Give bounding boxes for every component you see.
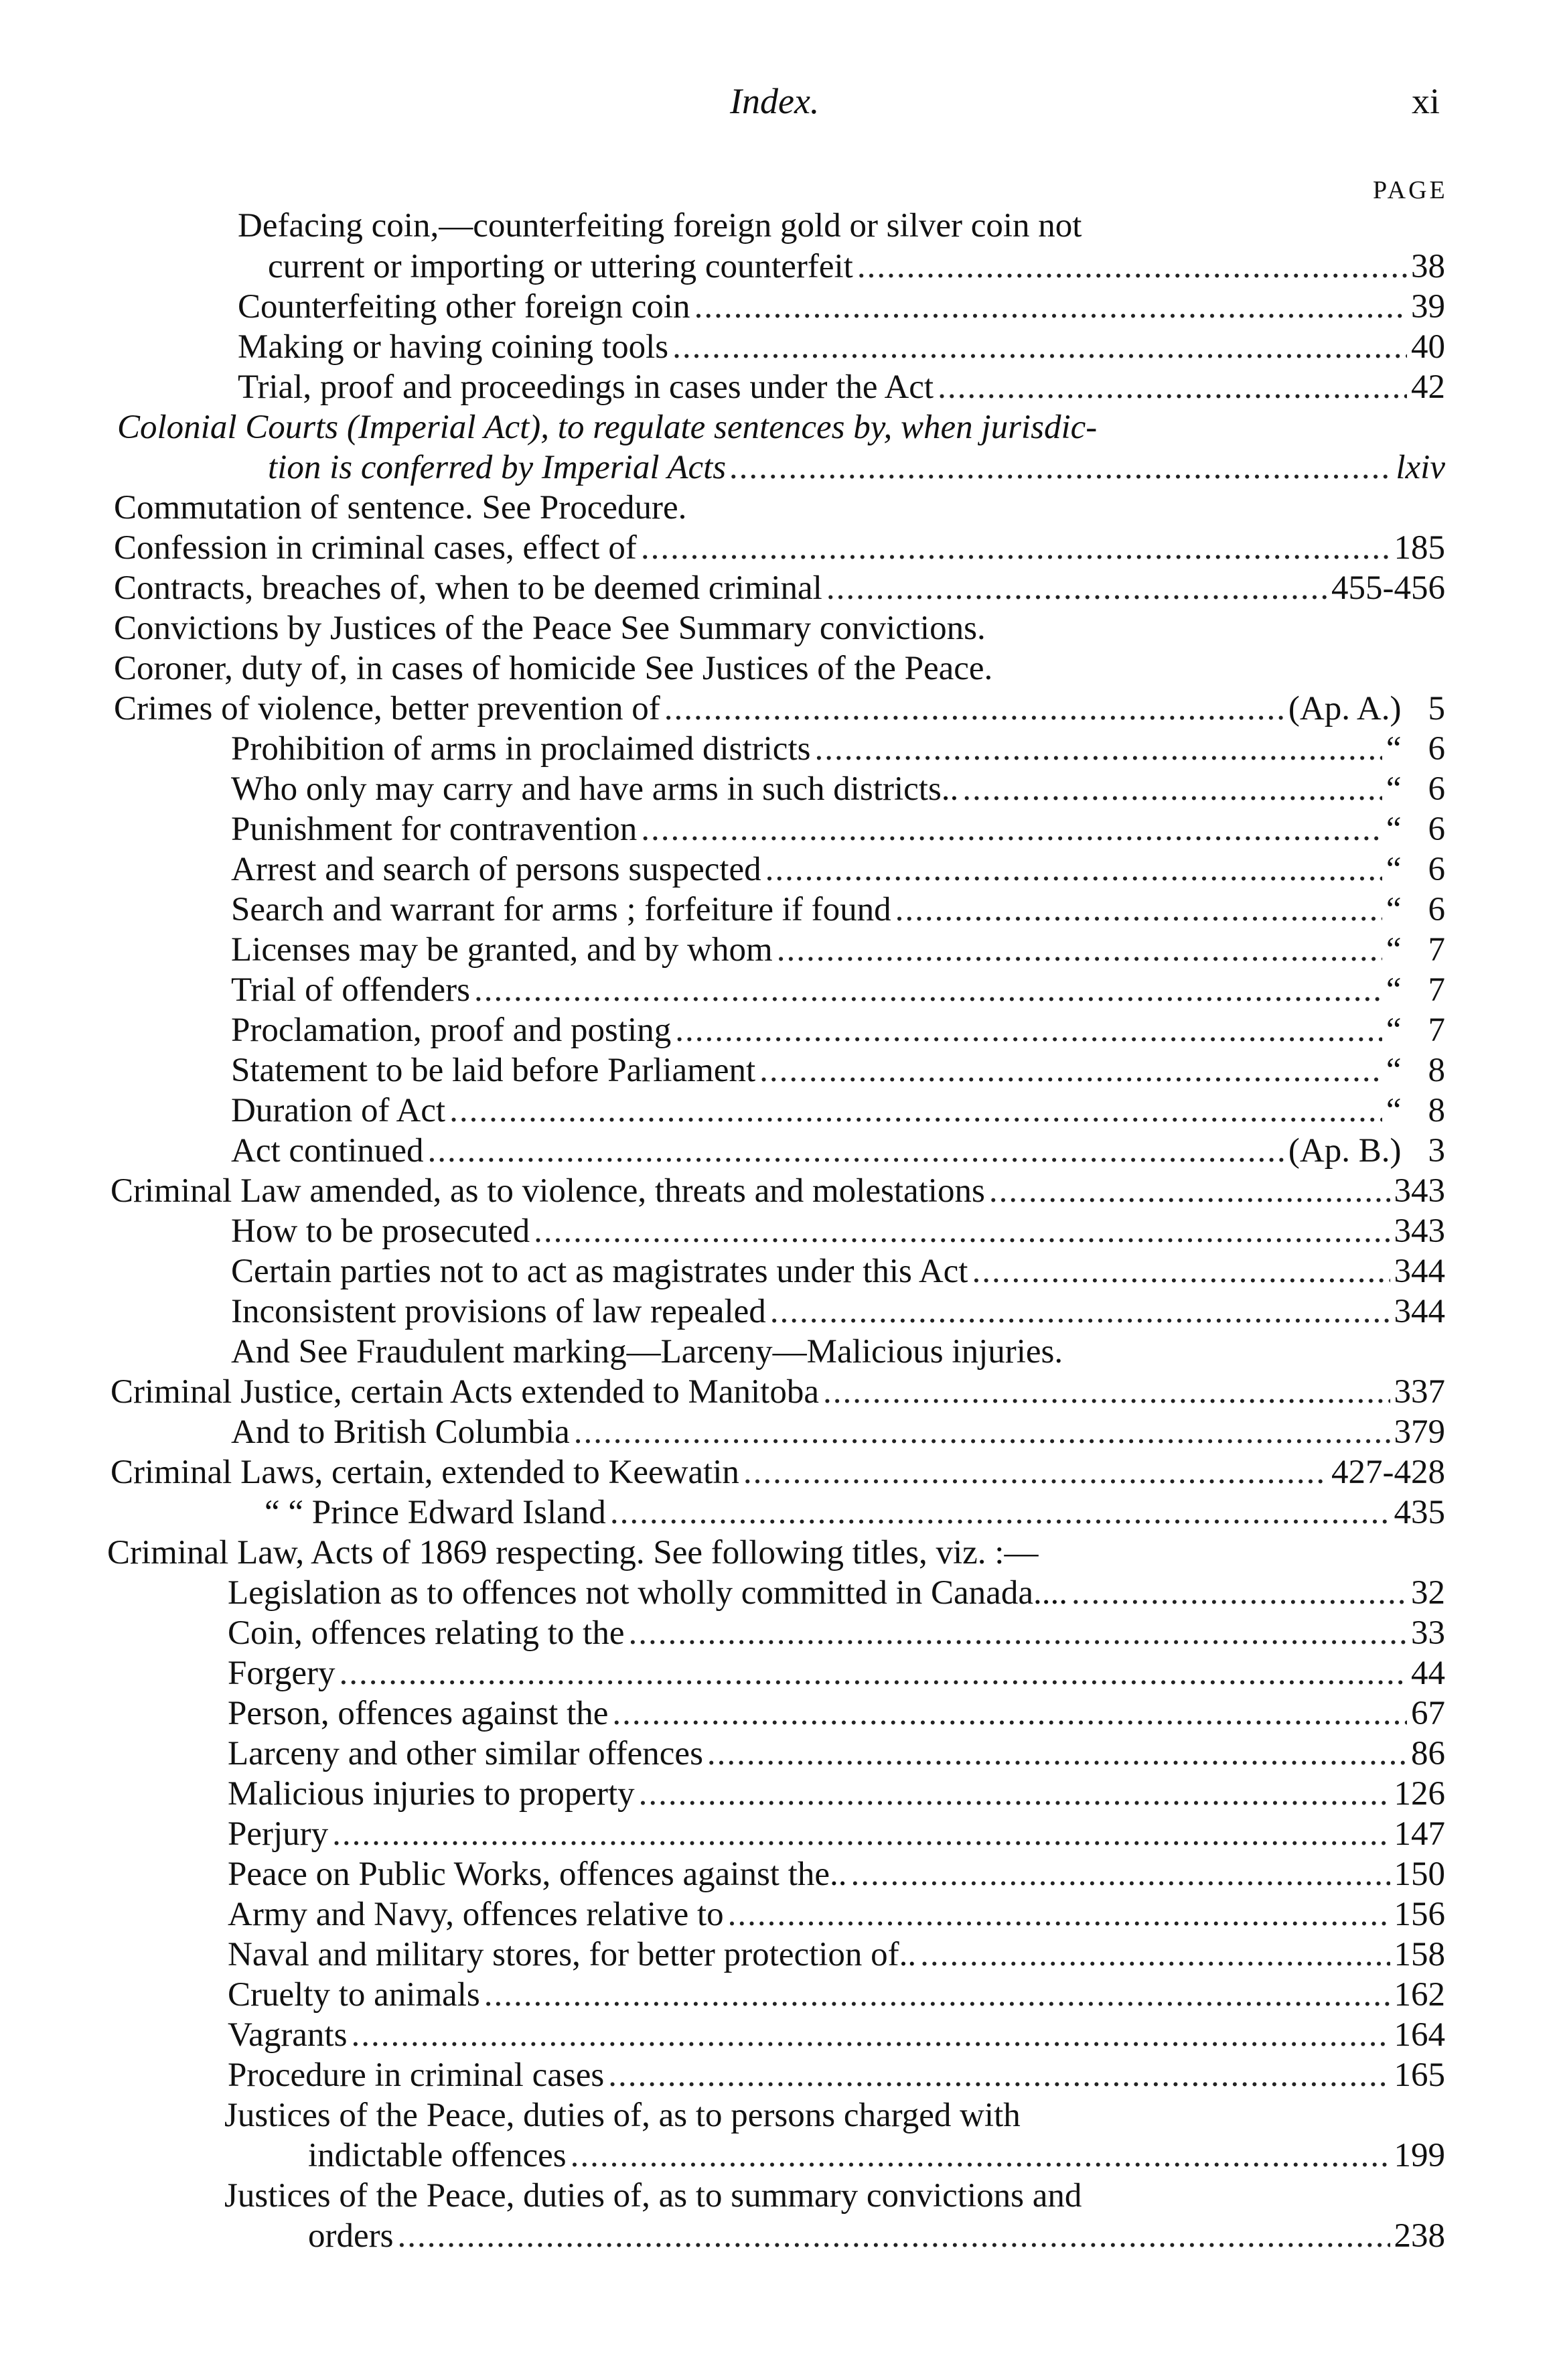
- entry-reference: “: [1386, 770, 1402, 808]
- entry-page-number: 67: [1411, 1695, 1445, 1732]
- entry-text: Justices of the Peace, duties of, as to persons charged with: [224, 2097, 1021, 2134]
- index-entry: [228, 1815, 1445, 1853]
- entry-page-number: 199: [1394, 2137, 1445, 2174]
- entry-text: Coroner, duty of, in cases of homicide See Justices of the Peace.: [114, 650, 993, 687]
- dot-leader: [449, 1091, 1382, 1130]
- entry-page-number: 147: [1394, 1815, 1445, 1853]
- dot-leader: [694, 287, 1407, 326]
- index-entry: [238, 368, 1445, 407]
- dot-leader: [770, 1292, 1390, 1331]
- entry-text: Criminal Laws, certain, extended to Keewatin: [110, 1454, 739, 1491]
- entry-page-number: 7: [1428, 971, 1445, 1009]
- index-entry: [228, 1895, 1445, 1934]
- index-entry: [268, 448, 1445, 487]
- index-entry: [308, 2217, 1445, 2255]
- entry-page-number: 6: [1428, 851, 1445, 888]
- index-entry: [228, 1573, 1445, 1612]
- entry-text: Act continued: [231, 1132, 424, 1170]
- entry-text: Search and warrant for arms ; forfeiture if found: [231, 891, 891, 928]
- entry-text: And See Fraudulent marking—Larceny—Malicious injuries.: [231, 1333, 1063, 1371]
- entry-page-number: 337: [1394, 1373, 1445, 1411]
- entry-text: current or importing or uttering counterfeit: [268, 248, 853, 285]
- entry-text: How to be prosecuted: [231, 1212, 530, 1250]
- index-entry: [228, 1975, 1445, 2014]
- dot-leader: [851, 1855, 1390, 1894]
- index-entry: [231, 810, 1445, 849]
- entry-reference: “: [1386, 891, 1402, 928]
- index-entry: [228, 1734, 1445, 1773]
- index-entry: [231, 1011, 1445, 1050]
- entry-page-number: 126: [1394, 1775, 1445, 1813]
- index-entry: [231, 971, 1445, 1009]
- index-entry: [114, 529, 1445, 567]
- entry-page-number: 162: [1394, 1976, 1445, 2014]
- index-entry: [114, 609, 986, 648]
- dot-leader: [962, 770, 1382, 809]
- entry-page-number: 86: [1411, 1735, 1445, 1772]
- entry-text: Making or having coining tools: [238, 328, 669, 366]
- dot-leader: [826, 569, 1327, 608]
- entry-text: Confession in criminal cases, effect of: [114, 529, 637, 567]
- entry-text: Criminal Justice, certain Acts extended to Manitoba: [110, 1373, 819, 1411]
- index-entry: [231, 770, 1445, 809]
- dot-leader: [474, 971, 1382, 1009]
- entry-page-number: 6: [1428, 730, 1445, 768]
- entry-text: Malicious injuries to property: [228, 1775, 635, 1813]
- entry-text: Legislation as to offences not wholly committed in Canada....: [228, 1574, 1067, 1612]
- dot-leader: [814, 729, 1382, 768]
- page-number: xi: [1412, 81, 1440, 121]
- dot-leader: [672, 328, 1407, 366]
- entry-page-number: 344: [1394, 1293, 1445, 1330]
- entry-page-number: 158: [1394, 1936, 1445, 1973]
- entry-text: Counterfeiting other foreign coin: [238, 288, 690, 326]
- index-entry: [228, 1935, 1445, 1974]
- entry-page-number: 7: [1428, 1011, 1445, 1049]
- index-entry: [231, 1252, 1445, 1291]
- entry-page-number: 165: [1394, 2056, 1445, 2094]
- index-entry: [224, 2176, 1082, 2215]
- index-entry: [117, 408, 1097, 447]
- dot-leader: [938, 368, 1407, 407]
- entry-reference: “: [1386, 1092, 1402, 1129]
- index-entry: [231, 930, 1445, 969]
- dot-leader: [628, 1614, 1407, 1653]
- entry-page-number: 40: [1411, 328, 1445, 366]
- dot-leader: [641, 810, 1382, 849]
- entry-page-number: 6: [1428, 811, 1445, 848]
- index-entry: [224, 2096, 1021, 2135]
- entry-text: Colonial Courts (Imperial Act), to regulate sentences by, when jurisdic-: [117, 409, 1098, 446]
- dot-leader: [332, 1815, 1390, 1853]
- entry-text: Statement to be laid before Parliament: [231, 1052, 756, 1089]
- dot-leader: [641, 529, 1390, 567]
- dot-leader: [823, 1373, 1390, 1411]
- entry-page-number: 33: [1411, 1614, 1445, 1652]
- dot-leader: [972, 1252, 1390, 1291]
- entry-page-number: 427-428: [1331, 1454, 1445, 1491]
- entry-page-number: 6: [1428, 770, 1445, 808]
- entry-text: Arrest and search of persons suspected: [231, 851, 761, 888]
- dot-leader: [728, 1895, 1390, 1934]
- dot-leader: [707, 1734, 1407, 1773]
- entry-reference: “: [1386, 931, 1402, 969]
- index-entry: [231, 1091, 1445, 1130]
- entry-page-number: 5: [1428, 690, 1445, 727]
- entry-text: Trial of offenders: [231, 971, 470, 1009]
- dot-leader: [989, 1172, 1390, 1210]
- entry-page-number: 156: [1394, 1896, 1445, 1933]
- dot-leader: [484, 1975, 1390, 2014]
- dot-leader: [895, 890, 1382, 929]
- entry-text: Certain parties not to act as magistrates under this Act: [231, 1253, 968, 1290]
- entry-reference: “: [1386, 730, 1402, 768]
- dot-leader: [534, 1212, 1390, 1251]
- index-entry: [107, 1533, 1038, 1572]
- index-entry: [265, 1493, 1445, 1532]
- entry-page-number: 3: [1428, 1132, 1445, 1170]
- entry-text: Procedure in criminal cases: [228, 2056, 605, 2094]
- dot-leader: [765, 850, 1382, 889]
- index-entry: [231, 1051, 1445, 1090]
- entry-page-number: 164: [1394, 2016, 1445, 2054]
- entry-page-number: 39: [1411, 288, 1445, 326]
- dot-leader: [730, 448, 1392, 487]
- entry-page-number: lxiv: [1396, 449, 1445, 486]
- entry-page-number: 185: [1394, 529, 1445, 567]
- entry-page-number: 32: [1411, 1574, 1445, 1612]
- index-entry: [228, 1614, 1445, 1653]
- dot-leader: [920, 1935, 1390, 1974]
- entry-page-number: 38: [1411, 248, 1445, 285]
- entry-reference: “: [1386, 971, 1402, 1009]
- entry-text: And to British Columbia: [231, 1413, 570, 1451]
- entry-text: Defacing coin,—counterfeiting foreign gold or silver coin not: [238, 207, 1082, 244]
- entry-text: Person, offences against the: [228, 1695, 609, 1732]
- entry-reference: “: [1386, 1052, 1402, 1089]
- index-entry: [231, 729, 1445, 768]
- entry-text: Naval and military stores, for better protection of..: [228, 1936, 917, 1973]
- index-entry: [231, 1212, 1445, 1251]
- dot-leader: [608, 2056, 1390, 2095]
- entry-page-number: 379: [1394, 1413, 1445, 1451]
- entry-page-number: 8: [1428, 1052, 1445, 1089]
- entry-text: Trial, proof and proceedings in cases under the Act: [238, 368, 934, 406]
- dot-leader: [857, 247, 1407, 286]
- dot-leader: [777, 930, 1382, 969]
- entry-text: Prohibition of arms in proclaimed districts: [231, 730, 811, 768]
- dot-leader: [759, 1051, 1382, 1090]
- dot-leader: [397, 2217, 1390, 2255]
- index-entry: [228, 2056, 1445, 2095]
- index-entry: [114, 689, 1445, 728]
- index-entry: [114, 569, 1445, 608]
- index-entry: [228, 1694, 1445, 1733]
- entry-reference: “: [1386, 1011, 1402, 1049]
- entry-text: Commutation of sentence. See Procedure.: [114, 489, 687, 527]
- entry-page-number: 8: [1428, 1092, 1445, 1129]
- entry-page-number: 6: [1428, 891, 1445, 928]
- entry-text: tion is conferred by Imperial Acts: [268, 449, 727, 486]
- dot-leader: [1071, 1573, 1407, 1612]
- entry-text: Cruelty to animals: [228, 1976, 480, 2014]
- entry-page-number: 42: [1411, 368, 1445, 406]
- entry-text: Licenses may be granted, and by whom: [231, 931, 773, 969]
- entry-text: Proclamation, proof and posting: [231, 1011, 672, 1049]
- dot-leader: [612, 1694, 1407, 1733]
- dot-leader: [571, 2136, 1390, 2175]
- entry-text: orders: [308, 2217, 394, 2255]
- index-entry: [231, 1413, 1445, 1452]
- entry-page-number: 238: [1394, 2217, 1445, 2255]
- index-entry: [231, 1292, 1445, 1331]
- entry-page-number: 435: [1394, 1494, 1445, 1531]
- index-entry: [110, 1172, 1445, 1210]
- entry-text: Army and Navy, offences relative to: [228, 1896, 724, 1933]
- dot-leader: [675, 1011, 1382, 1050]
- page-column-label: PAGE: [1373, 176, 1448, 204]
- entry-text: Duration of Act: [231, 1092, 446, 1129]
- index-entry: [238, 287, 1445, 326]
- index-entry: [228, 2016, 1445, 2054]
- entry-page-number: 7: [1428, 931, 1445, 969]
- entry-text: indictable offences: [308, 2137, 567, 2174]
- index-entry: [268, 247, 1445, 286]
- entry-reference: “: [1386, 811, 1402, 848]
- dot-leader: [639, 1774, 1390, 1813]
- entry-reference: (Ap. B.): [1288, 1132, 1402, 1170]
- entry-reference: “: [1386, 851, 1402, 888]
- entry-page-number: 455-456: [1331, 569, 1445, 607]
- entry-text: Forgery: [228, 1655, 336, 1692]
- entry-page-number: 343: [1394, 1172, 1445, 1210]
- index-entry: [228, 1774, 1445, 1813]
- running-head-title: Index.: [730, 81, 820, 121]
- entry-text: Justices of the Peace, duties of, as to summary convictions and: [224, 2177, 1082, 2215]
- index-entry: [228, 1855, 1445, 1894]
- dot-leader: [610, 1493, 1390, 1532]
- entry-text: Criminal Law amended, as to violence, threats and molestations: [110, 1172, 985, 1210]
- entry-text: Inconsistent provisions of law repealed: [231, 1293, 766, 1330]
- entry-reference: (Ap. A.): [1288, 690, 1402, 727]
- entry-page-number: 344: [1394, 1253, 1445, 1290]
- entry-text: Vagrants: [228, 2016, 348, 2054]
- entry-page-number: 343: [1394, 1212, 1445, 1250]
- index-entry: [228, 1654, 1445, 1693]
- dot-leader: [574, 1413, 1390, 1452]
- dot-leader: [743, 1453, 1327, 1492]
- index-entry: [238, 206, 1082, 245]
- entry-text: Criminal Law, Acts of 1869 respecting. See following titles, viz. :—: [107, 1534, 1039, 1571]
- dot-leader: [351, 2016, 1390, 2054]
- entry-text: “ “ Prince Edward Island: [265, 1494, 606, 1531]
- entry-text: Who only may carry and have arms in such districts..: [231, 770, 959, 808]
- dot-leader: [428, 1131, 1284, 1170]
- dot-leader: [340, 1654, 1407, 1693]
- entry-text: Contracts, breaches of, when to be deemed criminal: [114, 569, 822, 607]
- dot-leader: [664, 689, 1284, 728]
- entry-text: Coin, offences relating to the: [228, 1614, 625, 1652]
- index-entry: [238, 328, 1445, 366]
- index-entry: [114, 649, 992, 688]
- entry-text: Convictions by Justices of the Peace See Summary convictions.: [114, 610, 986, 647]
- index-entry: [114, 488, 686, 527]
- entry-page-number: 150: [1394, 1856, 1445, 1893]
- entry-text: Crimes of violence, better prevention of: [114, 690, 660, 727]
- index-entry: [231, 850, 1445, 889]
- entry-text: Peace on Public Works, offences against the..: [228, 1856, 847, 1893]
- index-entry: [110, 1453, 1445, 1492]
- entry-text: Punishment for contravention: [231, 811, 638, 848]
- index-entry: [308, 2136, 1445, 2175]
- entry-page-number: 44: [1411, 1655, 1445, 1692]
- entry-text: Larceny and other similar offences: [228, 1735, 703, 1772]
- entry-text: Perjury: [228, 1815, 329, 1853]
- index-entry: [231, 1332, 1063, 1371]
- index-entry: [110, 1373, 1445, 1411]
- index-entry: [231, 890, 1445, 929]
- index-entry: [231, 1131, 1445, 1170]
